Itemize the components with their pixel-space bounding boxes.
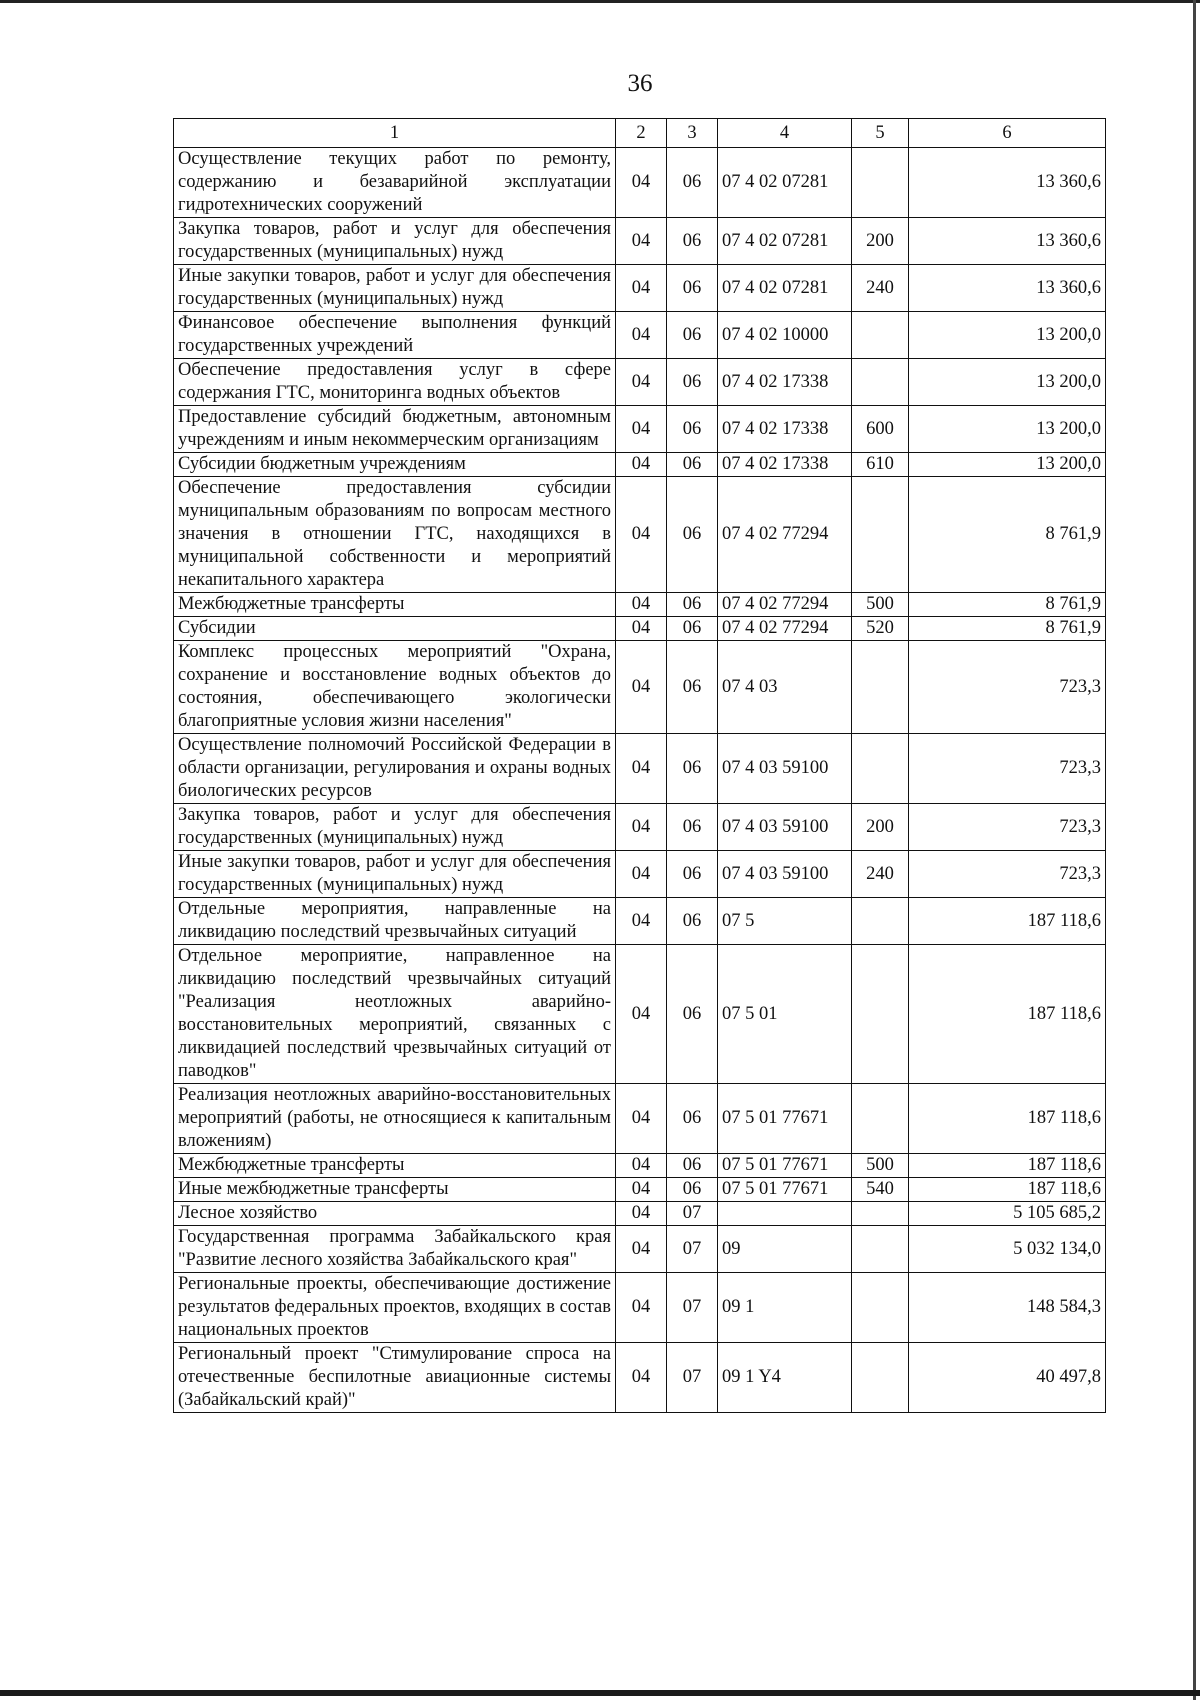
column-header: 4	[718, 119, 852, 148]
section-code: 04	[616, 945, 667, 1084]
expense-type-code: 610	[852, 453, 909, 477]
amount: 723,3	[909, 851, 1106, 898]
subsection-code: 06	[667, 641, 718, 734]
table-row	[174, 1226, 1106, 1273]
row-name: Осуществление текущих работ по ремонту, содержанию и безаварийной эксплуатации гидротехнических сооружений	[174, 148, 616, 218]
table-row	[174, 359, 1106, 406]
amount: 8 761,9	[909, 593, 1106, 617]
subsection-code: 06	[667, 265, 718, 312]
section-code: 04	[616, 1226, 667, 1273]
expense-type-code: 240	[852, 265, 909, 312]
table-row	[174, 148, 1106, 218]
expense-type-code: 240	[852, 851, 909, 898]
table-row	[174, 1178, 1106, 1202]
target-item-code: 07 5 01 77671	[718, 1154, 852, 1178]
table-row	[174, 1202, 1106, 1226]
column-header: 2	[616, 119, 667, 148]
target-item-code: 07 4 02 10000	[718, 312, 852, 359]
row-name: Реализация неотложных аварийно-восстановительных мероприятий (работы, не относящиеся к капитальным вложениям)	[174, 1084, 616, 1154]
amount: 13 200,0	[909, 312, 1106, 359]
amount: 13 200,0	[909, 406, 1106, 453]
target-item-code: 09 1	[718, 1273, 852, 1343]
expense-type-code	[852, 312, 909, 359]
table-row	[174, 945, 1106, 1084]
target-item-code: 07 5 01	[718, 945, 852, 1084]
row-name: Межбюджетные трансферты	[174, 593, 616, 617]
expense-type-code	[852, 359, 909, 406]
target-item-code	[718, 1202, 852, 1226]
amount: 723,3	[909, 804, 1106, 851]
row-name: Комплекс процессных мероприятий "Охрана, сохранение и восстановление водных объектов до состояния, обеспечивающего экологически благоприятные условия жизни населения"	[174, 641, 616, 734]
amount: 40 497,8	[909, 1343, 1106, 1413]
table-body	[174, 148, 1106, 1413]
table-row	[174, 734, 1106, 804]
target-item-code: 07 4 02 77294	[718, 617, 852, 641]
section-code: 04	[616, 641, 667, 734]
section-code: 04	[616, 1154, 667, 1178]
subsection-code: 06	[667, 945, 718, 1084]
row-name: Иные закупки товаров, работ и услуг для обеспечения государственных (муниципальных) нужд	[174, 851, 616, 898]
expense-type-code	[852, 945, 909, 1084]
table-row	[174, 617, 1106, 641]
expense-type-code	[852, 1226, 909, 1273]
subsection-code: 07	[667, 1343, 718, 1413]
target-item-code: 07 5 01 77671	[718, 1178, 852, 1202]
section-code: 04	[616, 898, 667, 945]
amount: 13 360,6	[909, 218, 1106, 265]
row-name: Иные межбюджетные трансферты	[174, 1178, 616, 1202]
target-item-code: 07 4 02 07281	[718, 218, 852, 265]
amount: 5 105 685,2	[909, 1202, 1106, 1226]
row-name: Закупка товаров, работ и услуг для обеспечения государственных (муниципальных) нужд	[174, 804, 616, 851]
table-row	[174, 593, 1106, 617]
row-name: Финансовое обеспечение выполнения функций государственных учреждений	[174, 312, 616, 359]
section-code: 04	[616, 359, 667, 406]
expense-type-code	[852, 148, 909, 218]
target-item-code: 09	[718, 1226, 852, 1273]
section-code: 04	[616, 406, 667, 453]
amount: 8 761,9	[909, 617, 1106, 641]
section-code: 04	[616, 593, 667, 617]
subsection-code: 06	[667, 593, 718, 617]
table-row	[174, 406, 1106, 453]
section-code: 04	[616, 312, 667, 359]
subsection-code: 06	[667, 406, 718, 453]
expense-type-code: 500	[852, 593, 909, 617]
subsection-code: 06	[667, 617, 718, 641]
expense-type-code	[852, 477, 909, 593]
section-code: 04	[616, 477, 667, 593]
target-item-code: 07 4 02 07281	[718, 265, 852, 312]
amount: 187 118,6	[909, 945, 1106, 1084]
section-code: 04	[616, 218, 667, 265]
subsection-code: 07	[667, 1226, 718, 1273]
table-row	[174, 851, 1106, 898]
subsection-code: 07	[667, 1202, 718, 1226]
subsection-code: 06	[667, 1084, 718, 1154]
subsection-code: 06	[667, 851, 718, 898]
subsection-code: 06	[667, 1154, 718, 1178]
row-name: Лесное хозяйство	[174, 1202, 616, 1226]
target-item-code: 07 4 03	[718, 641, 852, 734]
amount: 187 118,6	[909, 1084, 1106, 1154]
subsection-code: 06	[667, 359, 718, 406]
row-name: Региональные проекты, обеспечивающие достижение результатов федеральных проектов, входящих в состав национальных проектов	[174, 1273, 616, 1343]
subsection-code: 06	[667, 453, 718, 477]
amount: 5 032 134,0	[909, 1226, 1106, 1273]
section-code: 04	[616, 148, 667, 218]
target-item-code: 07 4 02 17338	[718, 406, 852, 453]
column-header: 3	[667, 119, 718, 148]
expense-type-code	[852, 1202, 909, 1226]
amount: 187 118,6	[909, 898, 1106, 945]
subsection-code: 06	[667, 477, 718, 593]
row-name: Иные закупки товаров, работ и услуг для обеспечения государственных (муниципальных) нужд	[174, 265, 616, 312]
amount: 13 200,0	[909, 359, 1106, 406]
amount: 8 761,9	[909, 477, 1106, 593]
column-header: 5	[852, 119, 909, 148]
row-name: Осуществление полномочий Российской Федерации в области организации, регулирования и охраны водных биологических ресурсов	[174, 734, 616, 804]
section-code: 04	[616, 453, 667, 477]
amount: 187 118,6	[909, 1154, 1106, 1178]
table-row	[174, 641, 1106, 734]
scan-edge-top	[0, 0, 1200, 3]
target-item-code: 07 5	[718, 898, 852, 945]
subsection-code: 06	[667, 734, 718, 804]
target-item-code: 07 4 02 17338	[718, 359, 852, 406]
section-code: 04	[616, 1343, 667, 1413]
table-row	[174, 218, 1106, 265]
page-number: 36	[627, 70, 653, 97]
row-name: Обеспечение предоставления субсидии муниципальным образованиям по вопросам местного значения в отношении ГТС, находящихся в муниципальной собственности и мероприятий некапитального характера	[174, 477, 616, 593]
row-name: Закупка товаров, работ и услуг для обеспечения государственных (муниципальных) нужд	[174, 218, 616, 265]
table-row	[174, 1273, 1106, 1343]
table-row	[174, 804, 1106, 851]
amount: 13 360,6	[909, 265, 1106, 312]
row-name: Субсидии бюджетным учреждениям	[174, 453, 616, 477]
expense-type-code	[852, 898, 909, 945]
section-code: 04	[616, 265, 667, 312]
subsection-code: 06	[667, 898, 718, 945]
expense-type-code: 520	[852, 617, 909, 641]
target-item-code: 07 5 01 77671	[718, 1084, 852, 1154]
expense-type-code	[852, 641, 909, 734]
row-name: Отдельное мероприятие, направленное на ликвидацию последствий чрезвычайных ситуаций "Реализация неотложных аварийно-восстановительных мероприятий, связанных с ликвидацией последствий чрезвычайных ситуаций от паводков"	[174, 945, 616, 1084]
scan-edge-bottom	[0, 1690, 1200, 1696]
table-row	[174, 1154, 1106, 1178]
subsection-code: 06	[667, 312, 718, 359]
section-code: 04	[616, 1084, 667, 1154]
amount: 148 584,3	[909, 1273, 1106, 1343]
row-name: Межбюджетные трансферты	[174, 1154, 616, 1178]
section-code: 04	[616, 1202, 667, 1226]
amount: 13 360,6	[909, 148, 1106, 218]
target-item-code: 07 4 02 77294	[718, 477, 852, 593]
row-name: Предоставление субсидий бюджетным, автономным учреждениям и иным некоммерческим организациям	[174, 406, 616, 453]
column-header: 6	[909, 119, 1106, 148]
target-item-code: 07 4 03 59100	[718, 734, 852, 804]
section-code: 04	[616, 804, 667, 851]
row-name: Государственная программа Забайкальского края "Развитие лесного хозяйства Забайкальского края"	[174, 1226, 616, 1273]
row-name: Региональный проект "Стимулирование спроса на отечественные беспилотные авиационные системы (Забайкальский край)"	[174, 1343, 616, 1413]
subsection-code: 06	[667, 148, 718, 218]
expense-type-code	[852, 734, 909, 804]
amount: 723,3	[909, 641, 1106, 734]
target-item-code: 07 4 02 77294	[718, 593, 852, 617]
section-code: 04	[616, 1273, 667, 1343]
expense-type-code: 500	[852, 1154, 909, 1178]
row-name: Отдельные мероприятия, направленные на ликвидацию последствий чрезвычайных ситуаций	[174, 898, 616, 945]
section-code: 04	[616, 851, 667, 898]
amount: 13 200,0	[909, 453, 1106, 477]
amount: 187 118,6	[909, 1178, 1106, 1202]
subsection-code: 06	[667, 218, 718, 265]
subsection-code: 06	[667, 804, 718, 851]
table-row	[174, 898, 1106, 945]
section-code: 04	[616, 734, 667, 804]
expense-type-code	[852, 1084, 909, 1154]
subsection-code: 06	[667, 1178, 718, 1202]
expense-type-code: 540	[852, 1178, 909, 1202]
table-row	[174, 312, 1106, 359]
header-row	[174, 119, 1106, 148]
target-item-code: 07 4 02 17338	[718, 453, 852, 477]
section-code: 04	[616, 617, 667, 641]
target-item-code: 07 4 03 59100	[718, 804, 852, 851]
expense-type-code: 200	[852, 804, 909, 851]
amount: 723,3	[909, 734, 1106, 804]
target-item-code: 07 4 02 07281	[718, 148, 852, 218]
column-header: 1	[174, 119, 616, 148]
table-row	[174, 1343, 1106, 1413]
row-name: Обеспечение предоставления услуг в сфере содержания ГТС, мониторинга водных объектов	[174, 359, 616, 406]
target-item-code: 07 4 03 59100	[718, 851, 852, 898]
section-code: 04	[616, 1178, 667, 1202]
row-name: Субсидии	[174, 617, 616, 641]
target-item-code: 09 1 Y4	[718, 1343, 852, 1413]
table-row	[174, 265, 1106, 312]
scan-edge-right	[1193, 0, 1196, 1700]
expense-type-code: 200	[852, 218, 909, 265]
table-row	[174, 453, 1106, 477]
expense-type-code	[852, 1343, 909, 1413]
budget-table	[173, 118, 1106, 1413]
table-row	[174, 477, 1106, 593]
table-row	[174, 1084, 1106, 1154]
expense-type-code	[852, 1273, 909, 1343]
subsection-code: 07	[667, 1273, 718, 1343]
expense-type-code: 600	[852, 406, 909, 453]
